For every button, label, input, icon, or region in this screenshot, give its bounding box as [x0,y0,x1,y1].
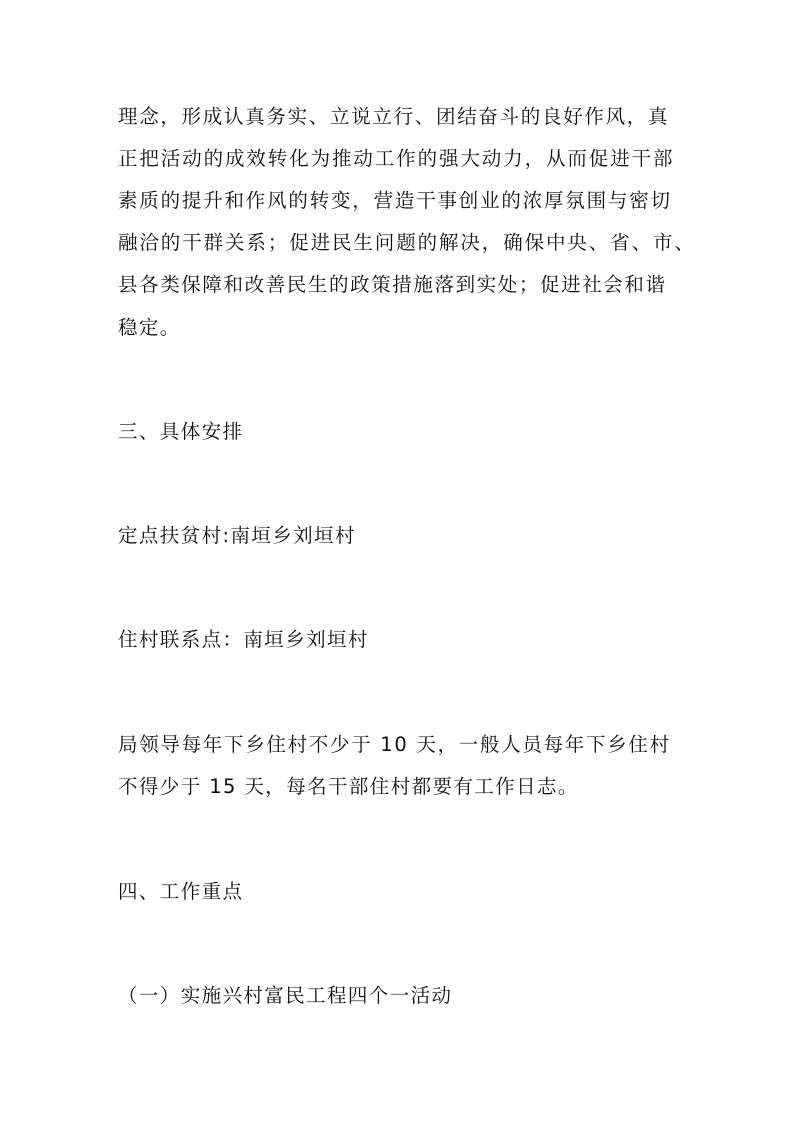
paragraph-line: 融洽的干群关系；促进民生问题的解决，确保中央、省、市、 [118,231,696,254]
section-heading-work-focus: 四、工作重点 [118,880,244,903]
paragraph-line: 理念，形成认真务实、立说立行、团结奋斗的良好作风，真 [118,105,670,128]
paragraph-line: 正把活动的成效转化为推动工作的强大动力，从而促进干部 [118,147,675,170]
designated-poverty-village: 定点扶贫村:南垣乡刘垣村 [118,524,356,547]
paragraph-line: 稳定。 [118,316,181,339]
subsection-heading: （一）实施兴村富民工程四个一活动 [118,984,453,1007]
stay-duration-line: 不得少于 15 天，每名干部住村都要有工作日志。 [118,775,579,798]
section-heading-specific-arrangements: 三、具体安排 [118,420,244,443]
village-contact-point: 住村联系点：南垣乡刘垣村 [118,628,369,651]
paragraph-line: 县各类保障和改善民生的政策措施落到实处；促进社会和谐 [118,273,667,296]
stay-duration-line: 局领导每年下乡住村不少于 10 天，一般人员每年下乡住村 [118,733,671,756]
paragraph-line: 素质的提升和作风的转变，营造干事创业的浓厚氛围与密切 [118,189,672,212]
